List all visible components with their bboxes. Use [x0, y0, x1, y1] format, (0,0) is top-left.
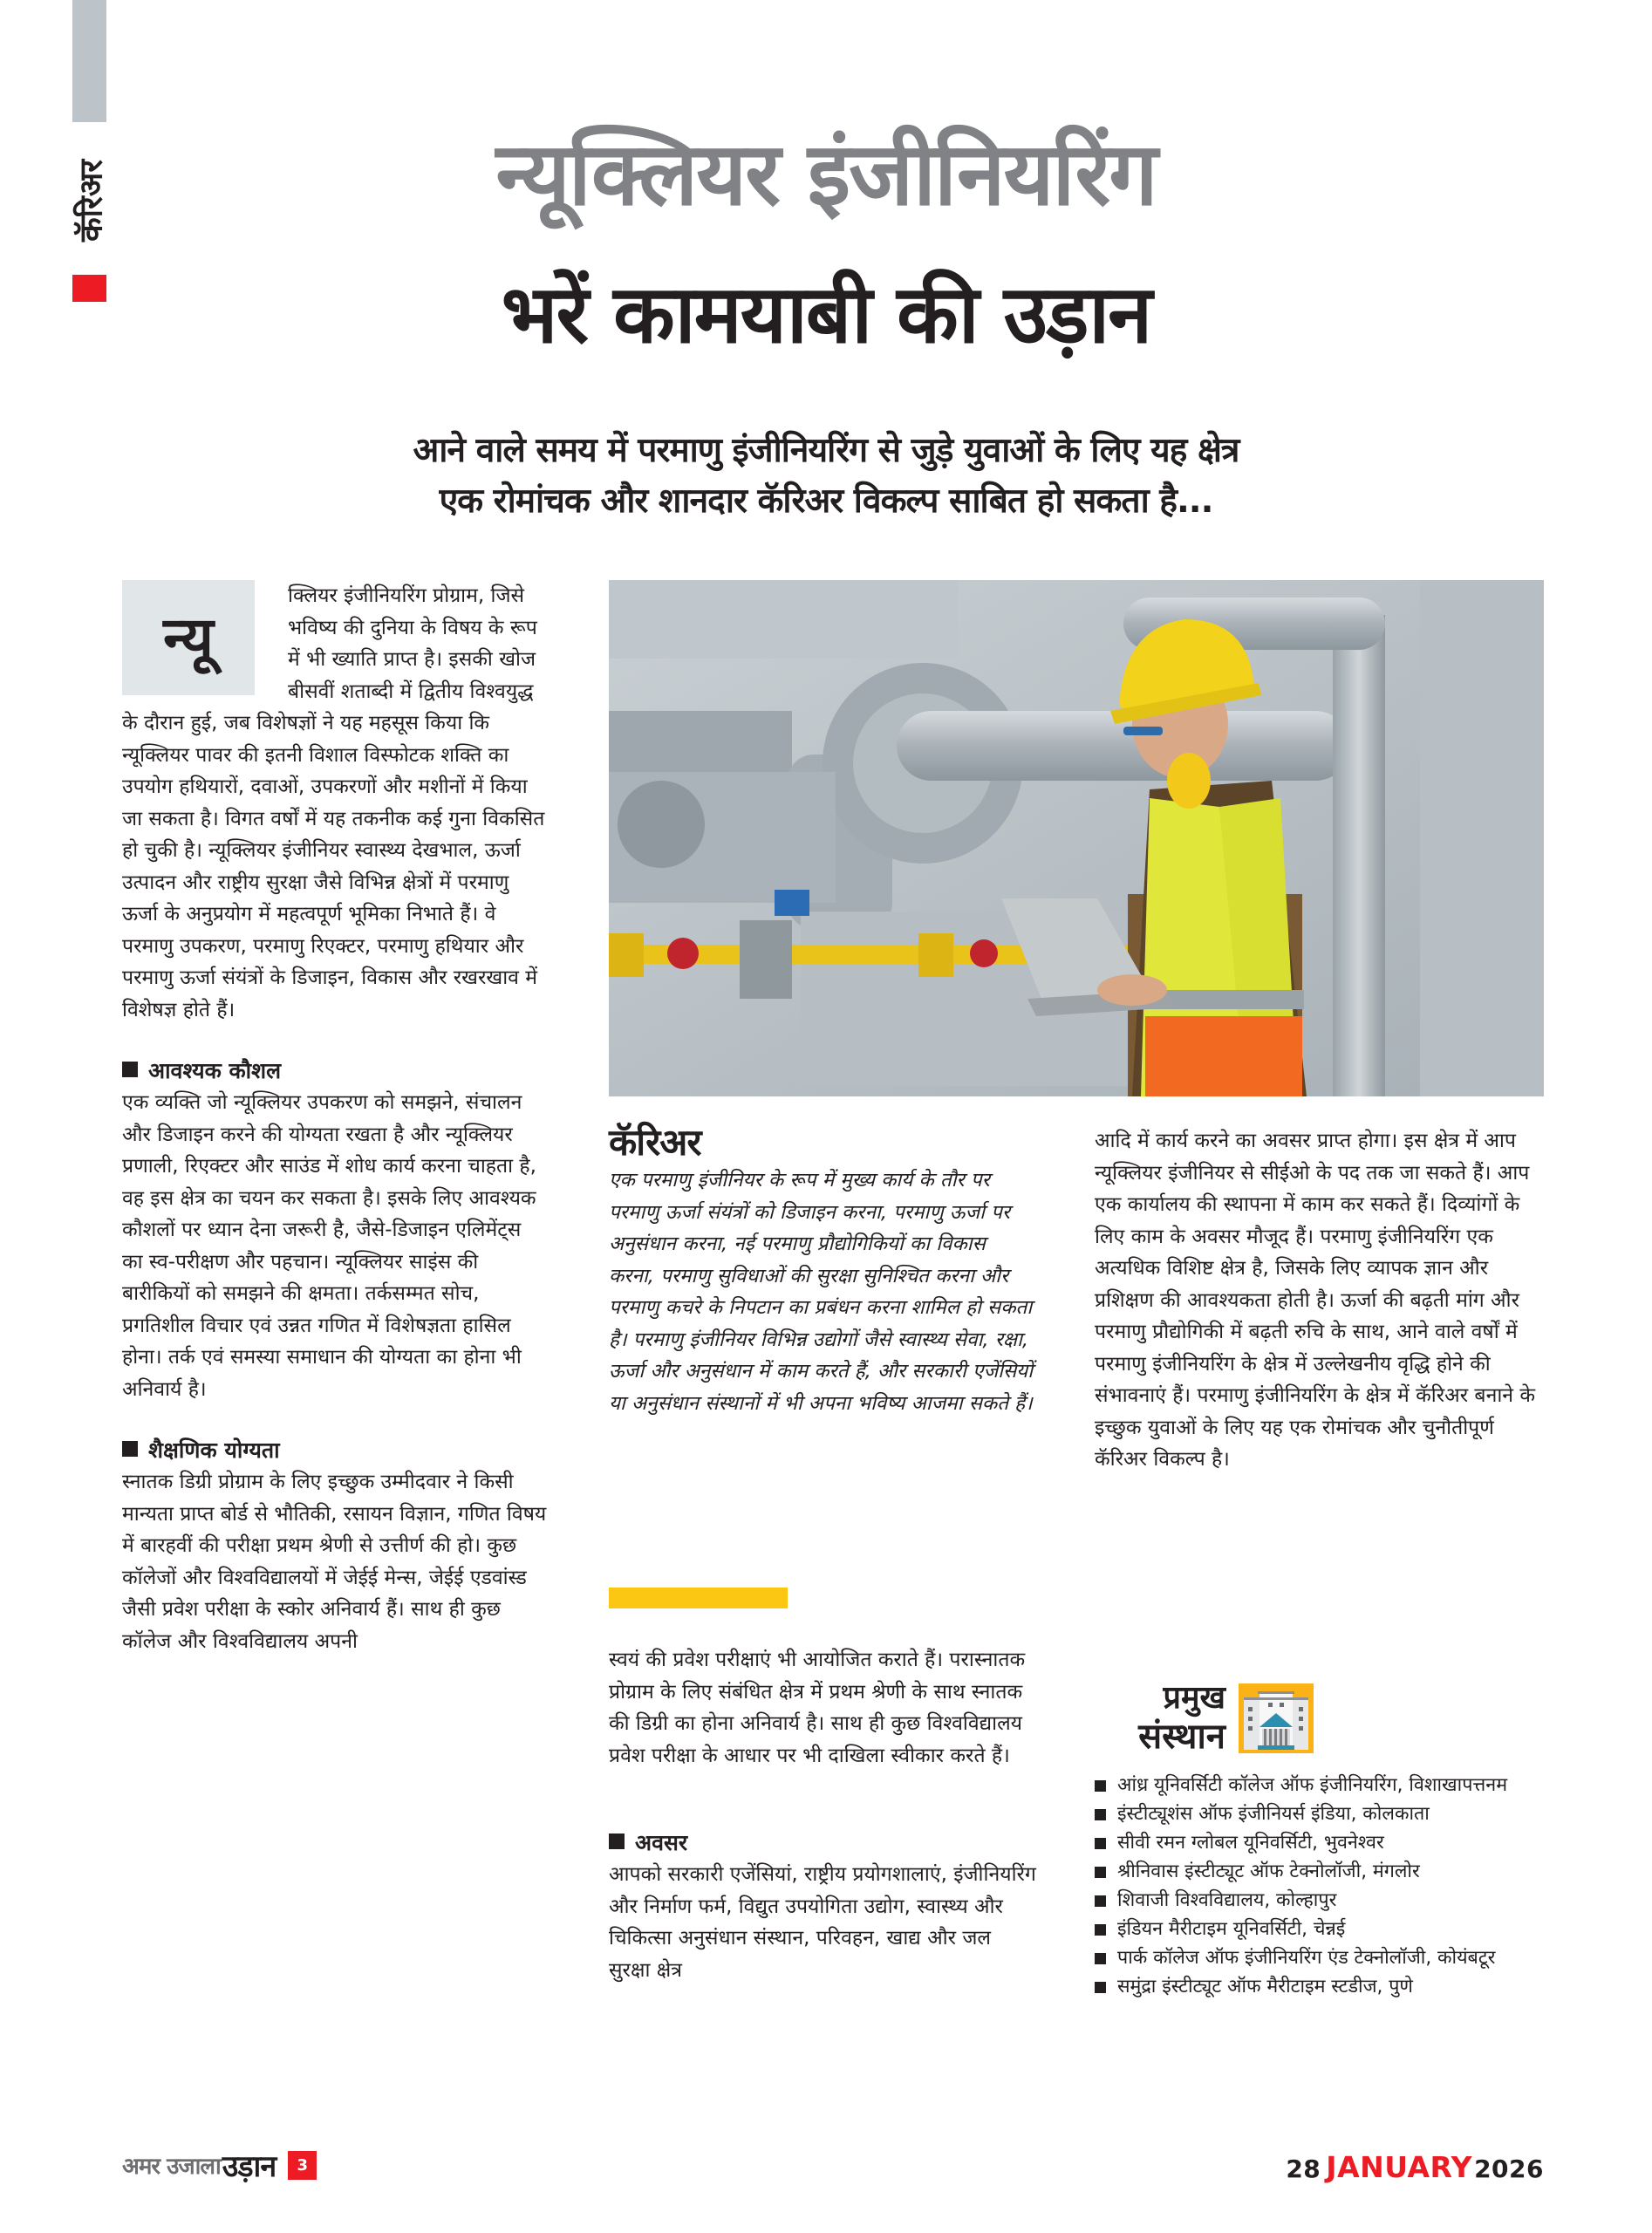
institutes-title [1095, 1679, 1225, 1756]
footer-brand [122, 2148, 317, 2182]
column-1 [122, 580, 548, 1657]
section-label-text: कॅरिअर [73, 160, 109, 242]
institute-item: समुंद्रा इंस्टीट्यूट ऑफ मैरीटाइम स्टडीज, पुणे [1095, 1972, 1548, 2001]
institute-item: शिवाजी विश्वविद्यालय, कोल्हापुर [1095, 1886, 1548, 1915]
institutes-list [1095, 1771, 1548, 2001]
deck-line-2: एक रोमांचक और शानदार कॅरिअर विकल्प साबित हो सकता है... [439, 481, 1213, 521]
skills-heading [122, 1055, 548, 1087]
article-photo [609, 580, 1544, 1096]
page-number: 3 [288, 2151, 317, 2180]
headline-line-2: भरें कामयाबी की उड़ान [501, 268, 1151, 361]
bullet-square-icon [609, 1834, 625, 1849]
column-3 [1095, 1125, 1539, 1476]
engineer-photo-illustration [609, 580, 1544, 1096]
intro-paragraph: क्लियर इंजीनियरिंग प्रोग्राम, जिसे भविष्य की दुनिया के विषय के रूप में भी ख्याति प्राप्त है। इसकी खोज बीसवीं शताब्दी में द्वितीय विश्वयुद्ध के दौरान हुई, जब विशेषज्ञों ने यह महसूस किया कि न्यूक्लियर पावर की इतनी विशाल विस्फोटक शक्ति का उपयोग हथियारों, दवाओं, उपकरणों और मशीनों में किया जा सकता है। विगत वर्षों में यह तकनीक कई गुना विकसित हो चुकी है। न्यूक्लियर इंजीनियर स्वास्थ्य देखभाल, ऊर्जा उत्पादन और राष्ट्रीय सुरक्षा जैसे विभिन्न क्षेत्रों में परमाणु ऊर्जा के अनुप्रयोग में महत्वपूर्ण भूमिका निभाते हैं। वे परमाणु उपकरण, परमाणु रिएक्टर, परमाणु हथियार और परमाणु ऊर्जा संयंत्रों के डिजाइन, विकास और रखरखाव में विशेषज्ञ होते हैं। [122, 584, 545, 1021]
deck [0, 426, 1652, 527]
date-day: 28 [1286, 2154, 1321, 2183]
skills-paragraph: एक व्यक्ति जो न्यूक्लियर उपकरण को समझने, संचालन और डिजाइन करने की योग्यता रखता है और न्यूक्लियर प्रणाली, रिएक्टर और साउंड में शोध कार्य करना चाहता है, वह इस क्षेत्र का चयन कर सकता है। इसके लिए आवश्यक कौशलों पर ध्यान देना जरूरी है, जैसे-डिजाइन एलिमेंट्स का स्व-परीक्षण और पहचान। न्यूक्लियर साइंस की बारीकियों को समझने की क्षमता। तर्कसम्मत सोच, प्रगतिशील विचार एवं उन्नत गणित में विशेषज्ञता हासिल होना। तर्क एवं समस्या समाधान की योग्यता का होना भी अनिवार्य है। [122, 1091, 536, 1401]
drop-cap: न्यू [122, 580, 255, 695]
divider-bar [609, 1588, 788, 1608]
institutes-header [1095, 1679, 1548, 1766]
institute-item: आंध्र यूनिवर्सिटी कॉलेज ऑफ इंजीनियरिंग, विशाखापत्तनम [1095, 1771, 1548, 1799]
institutes-title-line-1: प्रमुख [1163, 1680, 1225, 1716]
opportunities-paragraph: आपको सरकारी एजेंसियां, राष्ट्रीय प्रयोगशालाएं, इंजीनियरिंग और निर्माण फर्म, विद्युत उपयोगिता उद्योग, स्वास्थ्य और चिकित्सा अनुसंधान संस्थान, परिवहन, खाद्य और जल सुरक्षा क्षेत्र [609, 1863, 1036, 1982]
institute-item: पार्क कॉलेज ऑफ इंजीनियरिंग एंड टेक्नोलॉजी, कोयंबटूर [1095, 1943, 1548, 1972]
opportunities-continued-paragraph: आदि में कार्य करने का अवसर प्राप्त होगा। इस क्षेत्र में आप न्यूक्लियर इंजीनियर से सीईओ के पद तक जा सकते हैं। आप एक कार्यालय की स्थापना में काम कर सकते हैं। दिव्यांगों के लिए काम के अवसर मौजूद हैं। परमाणु इंजीनियरिंग एक अत्यधिक विशिष्ट क्षेत्र है, जिसके लिए व्यापक ज्ञान और प्रशिक्षण की आवश्यकता होती है। ऊर्जा की बढ़ती मांग और परमाणु प्रौद्योगिकी में बढ़ती रुचि के साथ, आने वाले वर्षों में परमाणु इंजीनियरिंग के क्षेत्र में उल्लेखनीय वृद्धि होने की संभावनाएं हैं। परमाणु इंजीनियरिंग के क्षेत्र में कॅरिअर बनाने के इच्छुक युवाओं के लिए यह एक रोमांचक और चुनौतीपूर्ण कॅरिअर विकल्प है। [1095, 1130, 1536, 1471]
column-2 [609, 1121, 1036, 1419]
issue-date [1256, 2150, 1544, 2184]
brand-logo-amar-ujala: अमर उजाला [122, 2154, 221, 2180]
deck-line-1: आने वाले समय में परमाणु इंजीनियरिंग से जुड़े युवाओं के लिए यह क्षेत्र [413, 431, 1239, 470]
qualification-heading [122, 1435, 548, 1466]
career-paragraph: एक परमाणु इंजीनियर के रूप में मुख्य कार्य के तौर पर परमाणु ऊर्जा संयंत्रों को डिजाइन करना, परमाणु ऊर्जा पर अनुसंधान करना, नई परमाणु प्रौद्योगिकियों का विकास करना, परमाणु सुविधाओं की सुरक्षा सुनिश्चित करना और परमाणु कचरे के निपटान का प्रबंधन करना शामिल हो सकता है। परमाणु इंजीनियर विभिन्न उद्योगों जैसे स्वास्थ्य सेवा, रक्षा, ऊर्जा और अनुसंधान में काम करते हैं, और सरकारी एजेंसियों या अनुसंधान संस्थानों में भी अपना भविष्य आजमा सकते हैं। [609, 1169, 1034, 1415]
institute-item: सीवी रमन ग्लोबल यूनिवर्सिटी, भुवनेश्वर [1095, 1828, 1548, 1857]
brand-logo-udaan: उड़ान [222, 2149, 276, 2184]
column-2-continued [609, 1644, 1036, 1986]
qualification-continued-paragraph: स्वयं की प्रवेश परीक्षाएं भी आयोजित कराते हैं। परास्नातक प्रोग्राम के लिए संबंधित क्षेत्र में प्रथम श्रेणी के साथ स्नातक की डिग्री का होना अनिवार्य है। साथ ही कुछ विश्वविद्यालय प्रवेश परीक्षा के आधार पर भी दाखिला स्वीकार करते हैं। [609, 1649, 1026, 1767]
qualification-heading-text: शैक्षणिक योग्यता [148, 1437, 280, 1463]
institutes-title-line-2: संस्थान [1138, 1717, 1225, 1757]
qualification-paragraph: स्नातक डिग्री प्रोग्राम के लिए इच्छुक उम्मीदवार ने किसी मान्यता प्राप्त बोर्ड से भौतिकी, रसायन विज्ञान, गणित विषय में बारहवीं की परीक्षा प्रथम श्रेणी से उत्तीर्ण की हो। कुछ कॉलेजों और विश्वविद्यालयों में जेईई मेन्स, जेईई एडवांस्ड जैसी प्रवेश परीक्षा के स्कोर अनिवार्य हैं। साथ ही कुछ कॉलेज और विश्वविद्यालय अपनी [122, 1471, 547, 1653]
opportunities-heading [609, 1827, 1036, 1859]
bullet-square-icon [122, 1062, 138, 1077]
headline-line-1: न्यूक्लियर इंजीनियरिंग [495, 123, 1157, 225]
institute-item: श्रीनिवास इंस्टीट्यूट ऑफ टेक्नोलॉजी, मंगलोर [1095, 1857, 1548, 1886]
bullet-square-icon [122, 1441, 138, 1457]
date-month: JANUARY [1326, 2150, 1473, 2184]
skills-heading-text: आवश्यक कौशल [148, 1058, 282, 1083]
section-marker-bar [72, 0, 106, 122]
institute-item: इंडियन मैरीटाइम यूनिवर्सिटी, चेन्नई [1095, 1915, 1548, 1943]
building-icon-graphic [1239, 1683, 1314, 1753]
institute-item: इंस्टीट्यूशंस ऑफ इंजीनियर्स इंडिया, कोलकाता [1095, 1799, 1548, 1828]
date-year: 2026 [1474, 2154, 1544, 2183]
career-heading: कॅरिअर [609, 1121, 701, 1164]
building-icon [1239, 1683, 1314, 1753]
opportunities-heading-text: अवसर [635, 1830, 688, 1855]
